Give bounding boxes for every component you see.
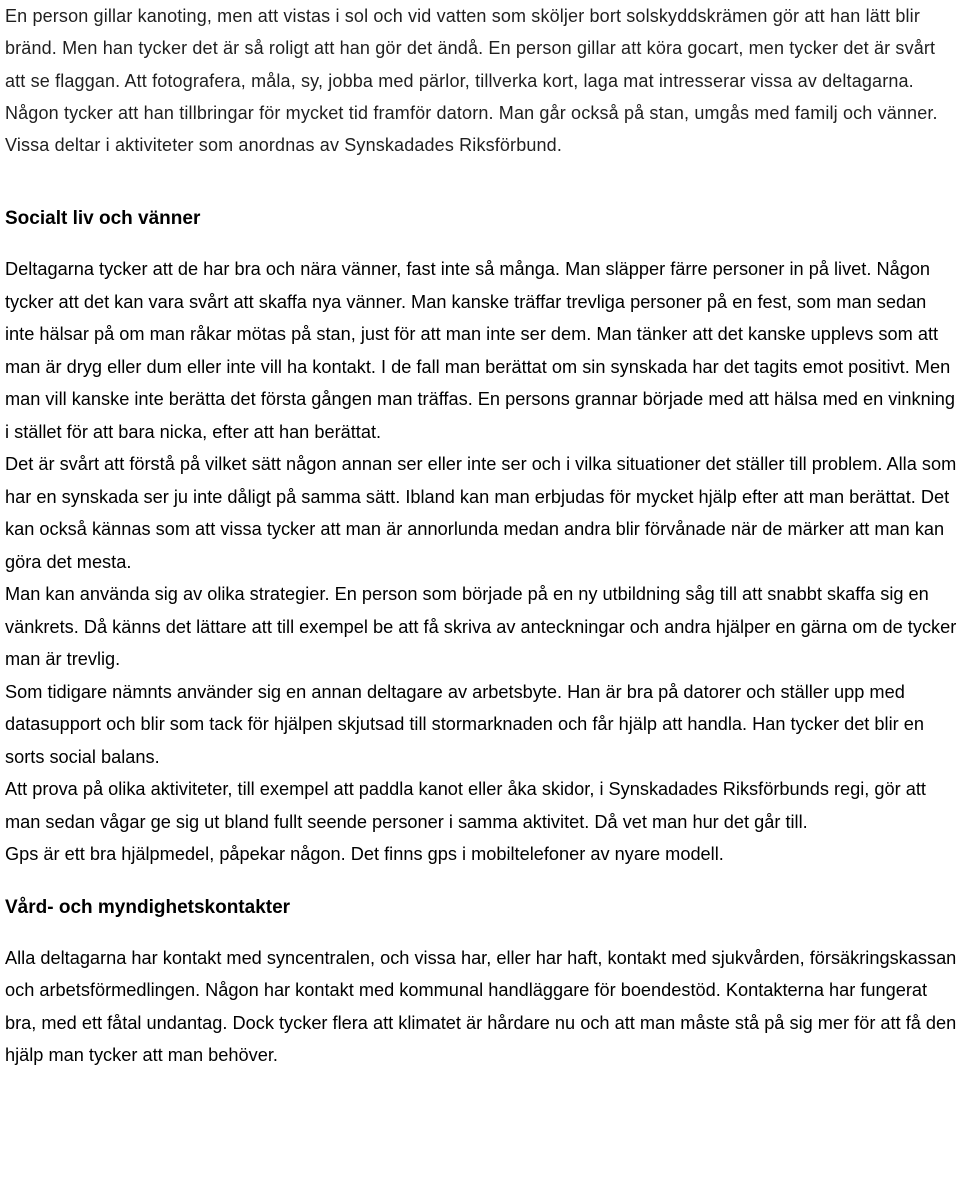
intro-paragraph: En person gillar kanoting, men att vistas i sol och vid vatten som sköljer bort solskyddskrämen gör att han lätt blir bränd. Men han tycker det är så roligt att han gör det ändå. En person gillar att köra gocart, men tycker det är svårt att se flaggan. Att fotografera, måla, sy, jobba med pärlor, tillverka kort, laga mat intresserar vissa av deltagarna. Någon tycker att han tillbringar för mycket tid framför datorn. Man går också på stan, umgås med familj och vänner. Vissa deltar i aktiviteter som anordnas av Synskadades Riksförbund. (5, 6, 938, 156)
document-page (5, 0, 957, 1072)
paragraph: Man kan använda sig av olika strategier. En person som började på en ny utbildning såg till att snabbt skaffa sig en vänkrets. Då känns det lättare att till exempel be att få skriva av anteckningar och andra hjälper en gärna om de tycker man är trevlig. (5, 584, 957, 670)
paragraph: Alla deltagarna har kontakt med syncentralen, och vissa har, eller har haft, kontakt med sjukvården, försäkringskassan och arbetsförmedlingen. Någon har kontakt med kommunal handläggare för boendestöd. Kontakterna har fungerat bra, med ett fåtal undantag. Dock tycker flera att klimatet är hårdare nu och att man måste stå på sig mer för att få den hjälp man tycker att man behöver. (5, 947, 957, 1066)
paragraph: Gps är ett bra hjälpmedel, påpekar någon. Det finns gps i mobiltelefoner av nyare modell. (5, 844, 724, 865)
intro-block (5, 0, 957, 161)
section-care-authority-contacts (5, 942, 957, 1072)
section-heading-care-authority-contacts: Vård- och myndighetskontakter (5, 896, 291, 918)
paragraph: Som tidigare nämnts använder sig en annan deltagare av arbetsbyte. Han är bra på datorer och ställer upp med datasupport och blir som tack för hjälpen skjutsad till stormarknaden och får hjälp att handla. Han tycker det blir en sorts social balans. (5, 681, 924, 767)
paragraph: Det är svårt att förstå på vilket sätt någon annan ser eller inte ser och i vilka situationer det ställer till problem. Alla som har en synskada ser ju inte dåligt på samma sätt. Ibland kan man erbjudas för mycket hjälp efter att man berättat. Det kan också kännas som att vissa tycker att man är annorlunda medan andra blir förvånade när de märker att man kan göra det mesta. (5, 454, 957, 572)
section-social-life (5, 253, 957, 871)
section-heading-social-life: Socialt liv och vänner (5, 208, 201, 230)
paragraph: Att prova på olika aktiviteter, till exempel att paddla kanot eller åka skidor, i Synskadades Riksförbunds regi, gör att man sedan vågar ge sig ut bland fullt seende personer i samma aktivitet. Då vet man hur det går till. (5, 779, 926, 832)
paragraph: Deltagarna tycker att de har bra och nära vänner, fast inte så många. Man släpper färre personer in på livet. Någon tycker att det kan vara svårt att skaffa nya vänner. Man kanske träffar trevliga personer på en fest, som man sedan inte hälsar på om man råkar mötas på stan, just för att man inte ser dem. Man tänker att det kanske upplevs som att man är dryg eller dum eller inte vill ha kontakt. I de fall man berättat om sin synskada har det tagits emot positivt. Men man vill kanske inte berätta det första gången man träffas. En persons grannar började med att hälsa med en vinkning i stället för att bara nicka, efter att han berättat. (5, 259, 956, 442)
